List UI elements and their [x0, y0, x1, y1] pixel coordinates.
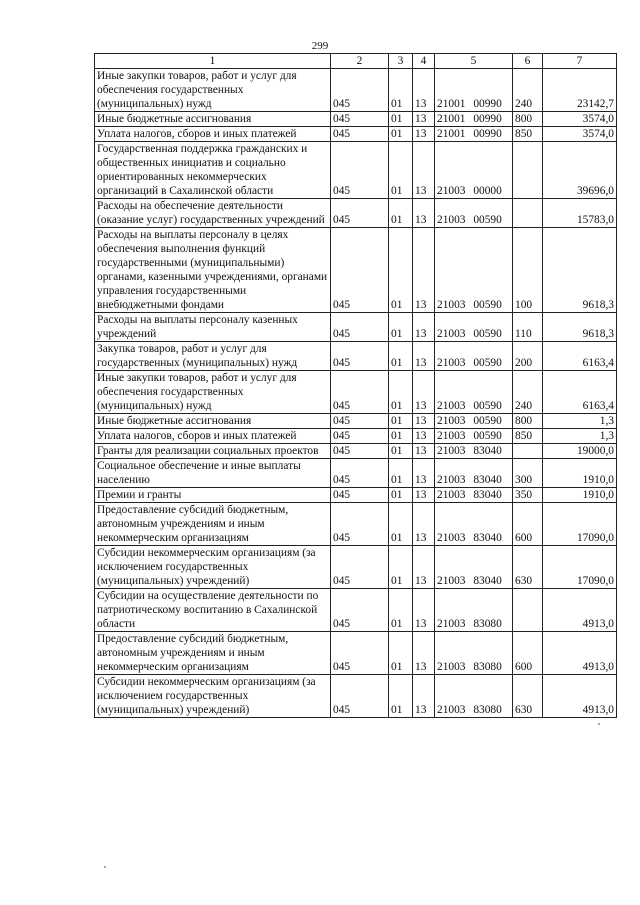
table-row — [95, 414, 617, 429]
row-target-code: 21003 00590 — [435, 371, 513, 414]
row-target-code: 21003 00590 — [435, 414, 513, 429]
table-row — [95, 632, 617, 675]
row-subsection-code: 13 — [413, 371, 435, 414]
row-amount: 1910,0 — [543, 459, 617, 488]
row-target-code: 21003 00590 — [435, 429, 513, 444]
table-row — [95, 503, 617, 546]
row-target-code: 21003 83040 — [435, 488, 513, 503]
row-subsection-code: 13 — [413, 142, 435, 199]
row-subsection-code: 13 — [413, 503, 435, 546]
row-subsection-code: 13 — [413, 414, 435, 429]
row-expense-type: 300 — [513, 459, 543, 488]
row-target-code: 21003 83080 — [435, 632, 513, 675]
row-name-cell: Расходы на выплаты персоналу казенных учреждений — [95, 313, 331, 342]
row-ministry-code: 045 — [331, 444, 389, 459]
row-section-code: 01 — [389, 589, 413, 632]
row-amount: 4913,0 — [543, 632, 617, 675]
scan-speck — [104, 866, 106, 868]
row-ministry-code: 045 — [331, 632, 389, 675]
row-name-cell: Иные закупки товаров, работ и услуг для обеспечения государственных (муниципальных) нужд — [95, 371, 331, 414]
row-section-code: 01 — [389, 313, 413, 342]
row-subsection-code: 13 — [413, 313, 435, 342]
row-section-code: 01 — [389, 444, 413, 459]
scan-speck — [598, 723, 600, 725]
row-expense-type: 600 — [513, 503, 543, 546]
table-row — [95, 589, 617, 632]
row-name-cell: Субсидии некоммерческим организациям (за исключением государственных (муниципальных) учреждений) — [95, 546, 331, 589]
row-name-cell: Субсидии на осуществление деятельности по патриотическому воспитанию в Сахалинской области — [95, 589, 331, 632]
row-section-code: 01 — [389, 632, 413, 675]
row-expense-type: 800 — [513, 414, 543, 429]
table-row — [95, 228, 617, 313]
row-target-code: 21003 00590 — [435, 199, 513, 228]
row-expense-type: 850 — [513, 127, 543, 142]
table-row — [95, 459, 617, 488]
row-amount: 17090,0 — [543, 503, 617, 546]
row-section-code: 01 — [389, 488, 413, 503]
row-section-code: 01 — [389, 503, 413, 546]
row-section-code: 01 — [389, 459, 413, 488]
row-section-code: 01 — [389, 112, 413, 127]
row-subsection-code: 13 — [413, 546, 435, 589]
table-row — [95, 444, 617, 459]
row-subsection-code: 13 — [413, 488, 435, 503]
row-section-code: 01 — [389, 371, 413, 414]
row-subsection-code: 13 — [413, 127, 435, 142]
row-ministry-code: 045 — [331, 142, 389, 199]
row-ministry-code: 045 — [331, 69, 389, 112]
row-section-code: 01 — [389, 142, 413, 199]
header-cell-2: 2 — [331, 54, 389, 69]
row-name-cell: Субсидии некоммерческим организациям (за исключением государственных (муниципальных) учреждений) — [95, 675, 331, 718]
header-row — [95, 54, 617, 69]
row-target-code: 21003 83040 — [435, 444, 513, 459]
row-expense-type: 200 — [513, 342, 543, 371]
row-expense-type — [513, 142, 543, 199]
row-subsection-code: 13 — [413, 112, 435, 127]
row-name-cell: Иные бюджетные ассигнования — [95, 414, 331, 429]
row-amount: 1,3 — [543, 429, 617, 444]
row-expense-type: 110 — [513, 313, 543, 342]
row-name-cell: Расходы на выплаты персоналу в целях обеспечения выполнения функций государственными (муниципальными) органами, казенными учреждениями, органами управления государственными внебюджетными фондами — [95, 228, 331, 313]
header-cell-5: 5 — [435, 54, 513, 69]
row-subsection-code: 13 — [413, 429, 435, 444]
row-ministry-code: 045 — [331, 371, 389, 414]
row-target-code: 21003 00000 — [435, 142, 513, 199]
row-name-cell: Расходы на обеспечение деятельности (оказание услуг) государственных учреждений — [95, 199, 331, 228]
row-amount: 3574,0 — [543, 127, 617, 142]
row-ministry-code: 045 — [331, 503, 389, 546]
row-name-cell: Иные закупки товаров, работ и услуг для обеспечения государственных (муниципальных) нужд — [95, 69, 331, 112]
row-section-code: 01 — [389, 69, 413, 112]
row-target-code: 21003 83080 — [435, 675, 513, 718]
header-cell-4: 4 — [413, 54, 435, 69]
row-amount: 4913,0 — [543, 589, 617, 632]
row-expense-type: 630 — [513, 675, 543, 718]
row-ministry-code: 045 — [331, 546, 389, 589]
row-name-cell: Гранты для реализации социальных проектов — [95, 444, 331, 459]
table-row — [95, 371, 617, 414]
row-section-code: 01 — [389, 546, 413, 589]
row-name-cell: Социальное обеспечение и иные выплаты населению — [95, 459, 331, 488]
row-amount: 9618,3 — [543, 313, 617, 342]
row-target-code: 21003 83040 — [435, 459, 513, 488]
row-ministry-code: 045 — [331, 488, 389, 503]
table-row — [95, 69, 617, 112]
row-ministry-code: 045 — [331, 589, 389, 632]
row-target-code: 21001 00990 — [435, 112, 513, 127]
row-ministry-code: 045 — [331, 228, 389, 313]
row-subsection-code: 13 — [413, 589, 435, 632]
row-ministry-code: 045 — [331, 199, 389, 228]
row-subsection-code: 13 — [413, 199, 435, 228]
row-name-cell: Уплата налогов, сборов и иных платежей — [95, 429, 331, 444]
row-expense-type: 240 — [513, 371, 543, 414]
row-expense-type — [513, 444, 543, 459]
row-subsection-code: 13 — [413, 632, 435, 675]
table-row — [95, 199, 617, 228]
table-row — [95, 342, 617, 371]
row-target-code: 21003 00590 — [435, 313, 513, 342]
row-amount: 19000,0 — [543, 444, 617, 459]
page-number: 299 — [311, 40, 329, 52]
row-name-cell: Предоставление субсидий бюджетным, автономным учреждениям и иным некоммерческим организациям — [95, 632, 331, 675]
header-cell-3: 3 — [389, 54, 413, 69]
table-row — [95, 488, 617, 503]
row-ministry-code: 045 — [331, 313, 389, 342]
table-row — [95, 313, 617, 342]
row-name-cell: Иные бюджетные ассигнования — [95, 112, 331, 127]
header-cell-7: 7 — [543, 54, 617, 69]
row-amount: 3574,0 — [543, 112, 617, 127]
row-ministry-code: 045 — [331, 342, 389, 371]
row-amount: 23142,7 — [543, 69, 617, 112]
row-expense-type: 100 — [513, 228, 543, 313]
row-expense-type: 630 — [513, 546, 543, 589]
table-row — [95, 429, 617, 444]
row-ministry-code: 045 — [331, 429, 389, 444]
row-target-code: 21003 00590 — [435, 342, 513, 371]
row-amount: 17090,0 — [543, 546, 617, 589]
row-target-code: 21003 00590 — [435, 228, 513, 313]
table-row — [95, 127, 617, 142]
row-target-code: 21001 00990 — [435, 69, 513, 112]
table-row — [95, 546, 617, 589]
row-ministry-code: 045 — [331, 112, 389, 127]
row-target-code: 21001 00990 — [435, 127, 513, 142]
row-name-cell: Закупка товаров, работ и услуг для государственных (муниципальных) нужд — [95, 342, 331, 371]
header-cell-1: 1 — [95, 54, 331, 69]
row-ministry-code: 045 — [331, 127, 389, 142]
row-section-code: 01 — [389, 127, 413, 142]
row-expense-type: 850 — [513, 429, 543, 444]
budget-table — [94, 53, 617, 718]
table-row — [95, 142, 617, 199]
row-amount: 1910,0 — [543, 488, 617, 503]
row-subsection-code: 13 — [413, 459, 435, 488]
row-target-code: 21003 83040 — [435, 503, 513, 546]
row-subsection-code: 13 — [413, 675, 435, 718]
row-section-code: 01 — [389, 228, 413, 313]
row-ministry-code: 045 — [331, 675, 389, 718]
row-subsection-code: 13 — [413, 228, 435, 313]
row-amount: 9618,3 — [543, 228, 617, 313]
row-name-cell: Премии и гранты — [95, 488, 331, 503]
table-row — [95, 112, 617, 127]
row-section-code: 01 — [389, 675, 413, 718]
row-expense-type: 240 — [513, 69, 543, 112]
row-amount: 15783,0 — [543, 199, 617, 228]
row-target-code: 21003 83040 — [435, 546, 513, 589]
row-subsection-code: 13 — [413, 342, 435, 371]
row-expense-type: 350 — [513, 488, 543, 503]
row-amount: 4913,0 — [543, 675, 617, 718]
table-row — [95, 675, 617, 718]
row-subsection-code: 13 — [413, 444, 435, 459]
row-amount: 1,3 — [543, 414, 617, 429]
row-subsection-code: 13 — [413, 69, 435, 112]
header-cell-6: 6 — [513, 54, 543, 69]
row-amount: 6163,4 — [543, 342, 617, 371]
row-name-cell: Государственная поддержка гражданских и общественных инициатив и социально ориентированных некоммерческих организаций в Сахалинской области — [95, 142, 331, 199]
row-expense-type — [513, 589, 543, 632]
row-section-code: 01 — [389, 342, 413, 371]
row-expense-type: 800 — [513, 112, 543, 127]
row-name-cell: Предоставление субсидий бюджетным, автономным учреждениям и иным некоммерческим организациям — [95, 503, 331, 546]
row-ministry-code: 045 — [331, 459, 389, 488]
row-expense-type: 600 — [513, 632, 543, 675]
row-section-code: 01 — [389, 429, 413, 444]
row-amount: 39696,0 — [543, 142, 617, 199]
row-amount: 6163,4 — [543, 371, 617, 414]
row-ministry-code: 045 — [331, 414, 389, 429]
row-section-code: 01 — [389, 414, 413, 429]
row-name-cell: Уплата налогов, сборов и иных платежей — [95, 127, 331, 142]
row-section-code: 01 — [389, 199, 413, 228]
row-target-code: 21003 83080 — [435, 589, 513, 632]
row-expense-type — [513, 199, 543, 228]
